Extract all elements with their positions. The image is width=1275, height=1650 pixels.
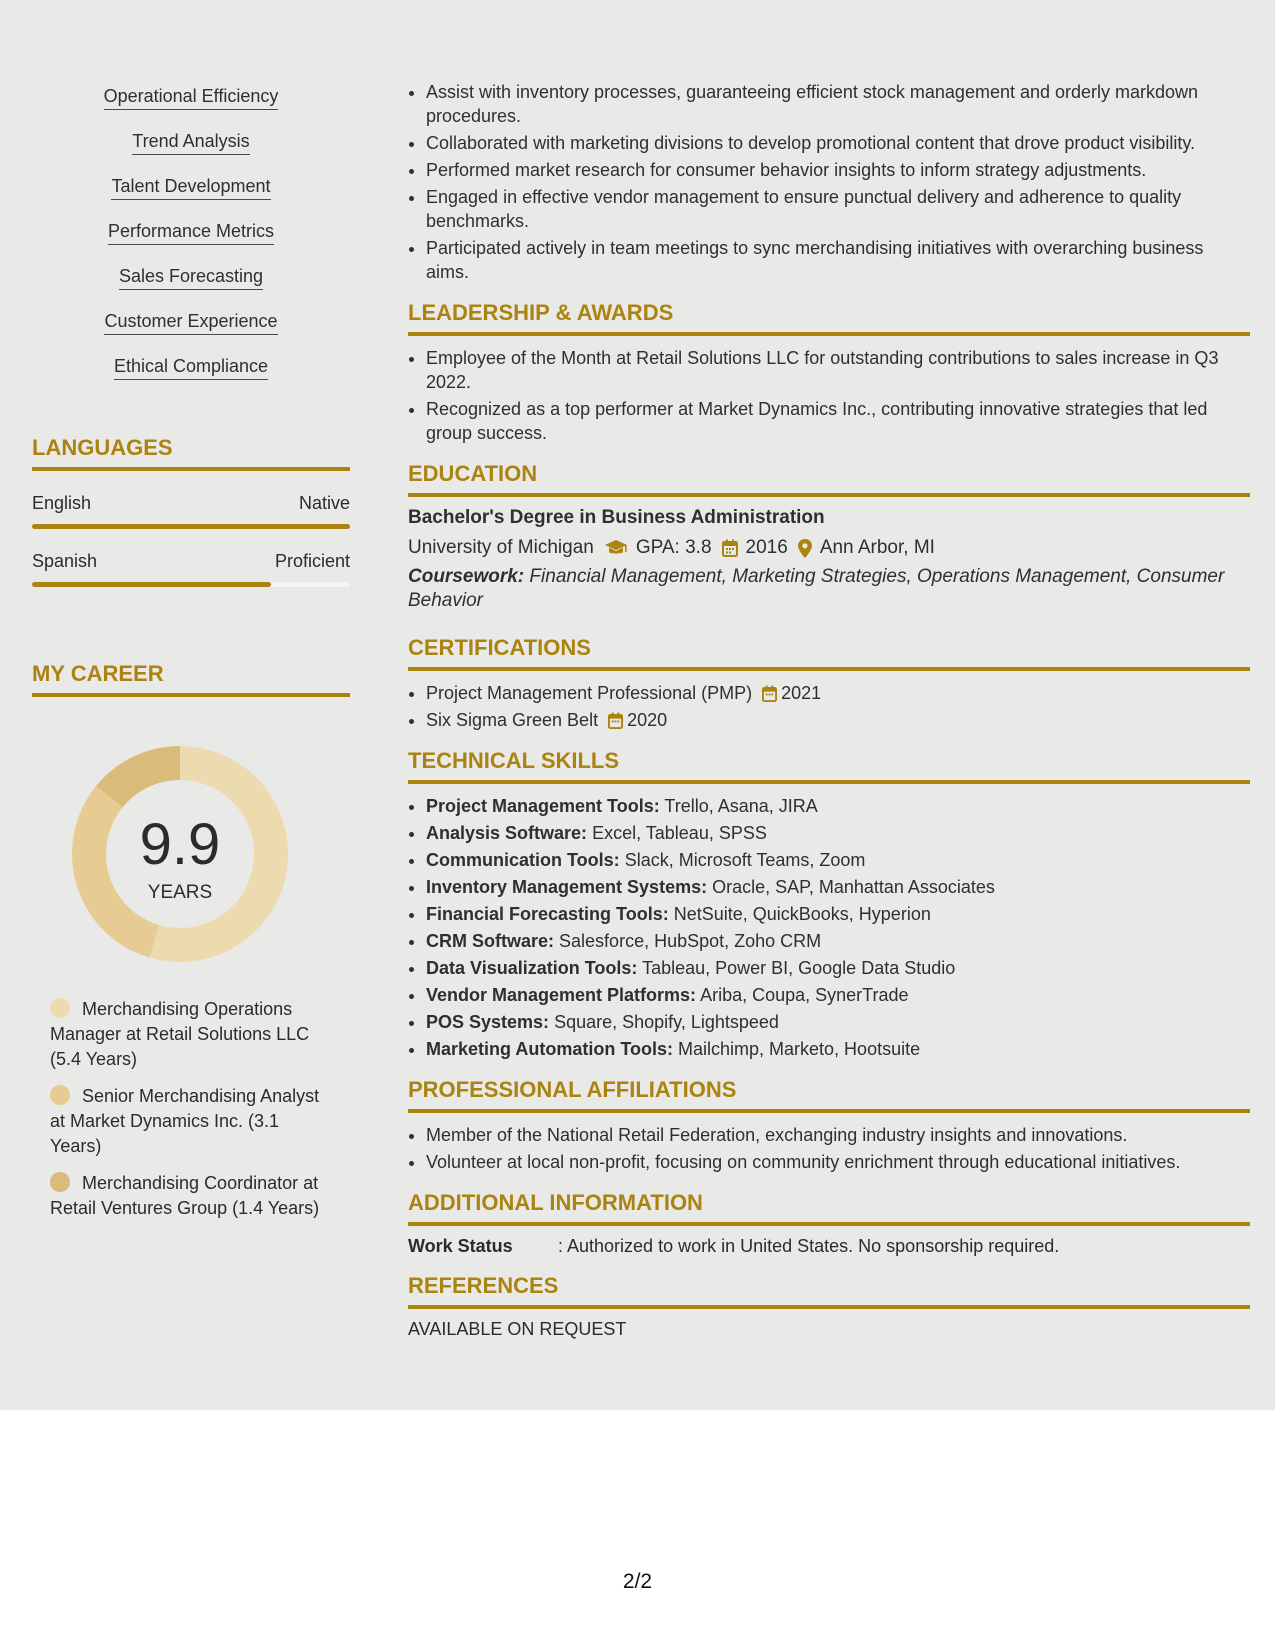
technical-skill-item — [426, 875, 1250, 899]
calendar-icon — [762, 685, 777, 702]
languages-section — [32, 435, 350, 587]
affiliations-section — [408, 1077, 1250, 1174]
career-total-years: 9.9 — [139, 812, 221, 877]
calendar-icon — [722, 539, 738, 557]
language-item — [32, 551, 350, 587]
work-status-value: : Authorized to work in United States. No sponsorship required. — [558, 1236, 1060, 1256]
technical-skill-item — [426, 848, 1250, 872]
language-bar-fill — [32, 524, 350, 529]
certification-year: 2021 — [781, 683, 822, 703]
technical-skills-section — [408, 748, 1250, 1061]
certification-name: Project Management Professional (PMP) — [426, 683, 753, 703]
technical-skills-title: TECHNICAL SKILLS — [408, 748, 1250, 784]
skill-item: Talent Development — [111, 176, 270, 200]
leadership-item: • Recognized as a top performer at Market Dynamics Inc., contributing innovative strategies that led group success. — [426, 397, 1250, 445]
experience-bullet: • Collaborated with marketing divisions to develop promotional content that drove product visibility. — [426, 131, 1250, 155]
technical-skill-value: Ariba, Coupa, SynerTrade — [700, 985, 909, 1005]
legend-dot — [50, 1085, 70, 1105]
technical-skill-item — [426, 902, 1250, 926]
technical-skill-value: Excel, Tableau, SPSS — [592, 823, 767, 843]
certifications-title: CERTIFICATIONS — [408, 635, 1250, 671]
language-name: English — [32, 493, 92, 513]
career-legend-text: Merchandising Coordinator at Retail Ventures Group (1.4 Years) — [50, 1173, 320, 1218]
education-section — [408, 461, 1250, 613]
technical-skill-item — [426, 1037, 1250, 1061]
language-bar-fill — [32, 582, 271, 587]
skill-item: Ethical Compliance — [114, 356, 268, 380]
coursework-label: Coursework: — [408, 566, 525, 587]
technical-skill-value: Mailchimp, Marketo, Hootsuite — [678, 1039, 921, 1059]
additional-info-title: ADDITIONAL INFORMATION — [408, 1190, 1250, 1226]
technical-skill-value: Salesforce, HubSpot, Zoho CRM — [559, 931, 822, 951]
career-legend-item — [50, 997, 330, 1072]
languages-title: LANGUAGES — [32, 435, 350, 471]
calendar-icon — [608, 712, 623, 729]
career-legend-text: Merchandising Operations Manager at Retail Solutions LLC (5.4 Years) — [50, 999, 310, 1069]
leadership-title: LEADERSHIP & AWARDS — [408, 300, 1250, 336]
technical-skill-label: CRM Software: — [426, 931, 555, 951]
technical-skill-label: Marketing Automation Tools: — [426, 1039, 673, 1059]
school-location: Ann Arbor, MI — [819, 537, 935, 558]
leadership-section — [408, 300, 1250, 445]
references-section — [408, 1273, 1250, 1340]
education-title: EDUCATION — [408, 461, 1250, 497]
experience-bullets — [408, 80, 1250, 284]
technical-skill-value: Trello, Asana, JIRA — [664, 796, 818, 816]
technical-skill-label: Vendor Management Platforms: — [426, 985, 697, 1005]
career-legend-item — [50, 1084, 330, 1159]
experience-bullet: • Performed market research for consumer behavior insights to inform strategy adjustments. — [426, 158, 1250, 182]
technical-skill-label: POS Systems: — [426, 1012, 550, 1032]
career-section — [32, 661, 350, 1221]
certifications-section — [408, 635, 1250, 732]
graduation-cap-icon — [604, 539, 628, 557]
technical-skill-item — [426, 1010, 1250, 1034]
technical-skill-value: Oracle, SAP, Manhattan Associates — [712, 877, 995, 897]
references-text: AVAILABLE ON REQUEST — [408, 1319, 627, 1339]
coursework-list: Financial Management, Marketing Strategies, Operations Management, Consumer Behavior — [408, 566, 1225, 611]
technical-skill-item — [426, 794, 1250, 818]
additional-info-section — [408, 1190, 1250, 1257]
experience-bullet: • Engaged in effective vendor management to ensure punctual delivery and adherence to quality benchmarks. — [426, 185, 1250, 233]
location-pin-icon — [798, 539, 812, 558]
legend-dot — [50, 998, 70, 1018]
language-item — [32, 493, 350, 529]
technical-skill-label: Financial Forecasting Tools: — [426, 904, 669, 924]
graduation-year: 2016 — [745, 537, 788, 558]
language-level: Proficient — [274, 551, 350, 571]
skill-item: Sales Forecasting — [119, 266, 263, 290]
right-column — [408, 80, 1250, 1340]
career-legend-item — [50, 1171, 330, 1221]
language-level: Native — [298, 493, 350, 513]
technical-skill-value: Square, Shopify, Lightspeed — [554, 1012, 779, 1032]
technical-skill-label: Communication Tools: — [426, 850, 620, 870]
experience-bullet: • Assist with inventory processes, guaranteeing efficient stock management and orderly markdown procedures. — [426, 80, 1250, 128]
experience-bullet: • Participated actively in team meetings to sync merchandising initiatives with overarching business aims. — [426, 236, 1250, 284]
skill-item: Customer Experience — [104, 311, 277, 335]
career-legend-text: Senior Merchandising Analyst at Market Dynamics Inc. (3.1 Years) — [50, 1086, 320, 1156]
affiliation-item: • Volunteer at local non-profit, focusing on community enrichment through educational initiatives. — [426, 1150, 1250, 1174]
gpa: GPA: 3.8 — [635, 537, 712, 558]
technical-skill-label: Data Visualization Tools: — [426, 958, 638, 978]
skill-item: Performance Metrics — [108, 221, 274, 245]
technical-skill-label: Inventory Management Systems: — [426, 877, 708, 897]
coursework — [408, 565, 1250, 613]
language-name: Spanish — [32, 551, 98, 571]
page-number: 2/2 — [622, 1570, 653, 1593]
education-details — [408, 537, 1250, 559]
references-title: REFERENCES — [408, 1273, 1250, 1309]
work-status-label: Work Status — [408, 1236, 513, 1256]
technical-skill-item — [426, 956, 1250, 980]
skills-list — [32, 80, 350, 401]
left-column — [32, 80, 350, 1233]
affiliation-item: • Member of the National Retail Federation, exchanging industry insights and innovations. — [426, 1123, 1250, 1147]
certification-item — [426, 681, 1250, 705]
career-title: MY CAREER — [32, 661, 350, 697]
work-status-row — [408, 1236, 1250, 1257]
career-donut-chart — [65, 739, 295, 969]
career-years-label: YEARS — [147, 882, 213, 903]
degree-title: Bachelor's Degree in Business Administration — [408, 507, 825, 528]
technical-skill-item — [426, 929, 1250, 953]
technical-skill-value: Tableau, Power BI, Google Data Studio — [642, 958, 956, 978]
leadership-item: • Employee of the Month at Retail Solutions LLC for outstanding contributions to sales increase in Q3 2022. — [426, 346, 1250, 394]
career-legend — [50, 997, 330, 1221]
technical-skill-item — [426, 821, 1250, 845]
school-name: University of Michigan — [408, 537, 594, 558]
technical-skill-label: Project Management Tools: — [426, 796, 660, 816]
legend-dot — [50, 1172, 70, 1192]
affiliations-title: PROFESSIONAL AFFILIATIONS — [408, 1077, 1250, 1113]
language-bar — [32, 582, 350, 587]
technical-skill-value: NetSuite, QuickBooks, Hyperion — [673, 904, 931, 924]
technical-skill-item — [426, 983, 1250, 1007]
certification-name: Six Sigma Green Belt — [426, 710, 599, 730]
certification-item — [426, 708, 1250, 732]
skill-item: Trend Analysis — [132, 131, 249, 155]
language-bar — [32, 524, 350, 529]
technical-skill-value: Slack, Microsoft Teams, Zoom — [624, 850, 866, 870]
certification-year: 2020 — [627, 710, 668, 730]
skill-item: Operational Efficiency — [104, 86, 279, 110]
technical-skill-label: Analysis Software: — [426, 823, 588, 843]
